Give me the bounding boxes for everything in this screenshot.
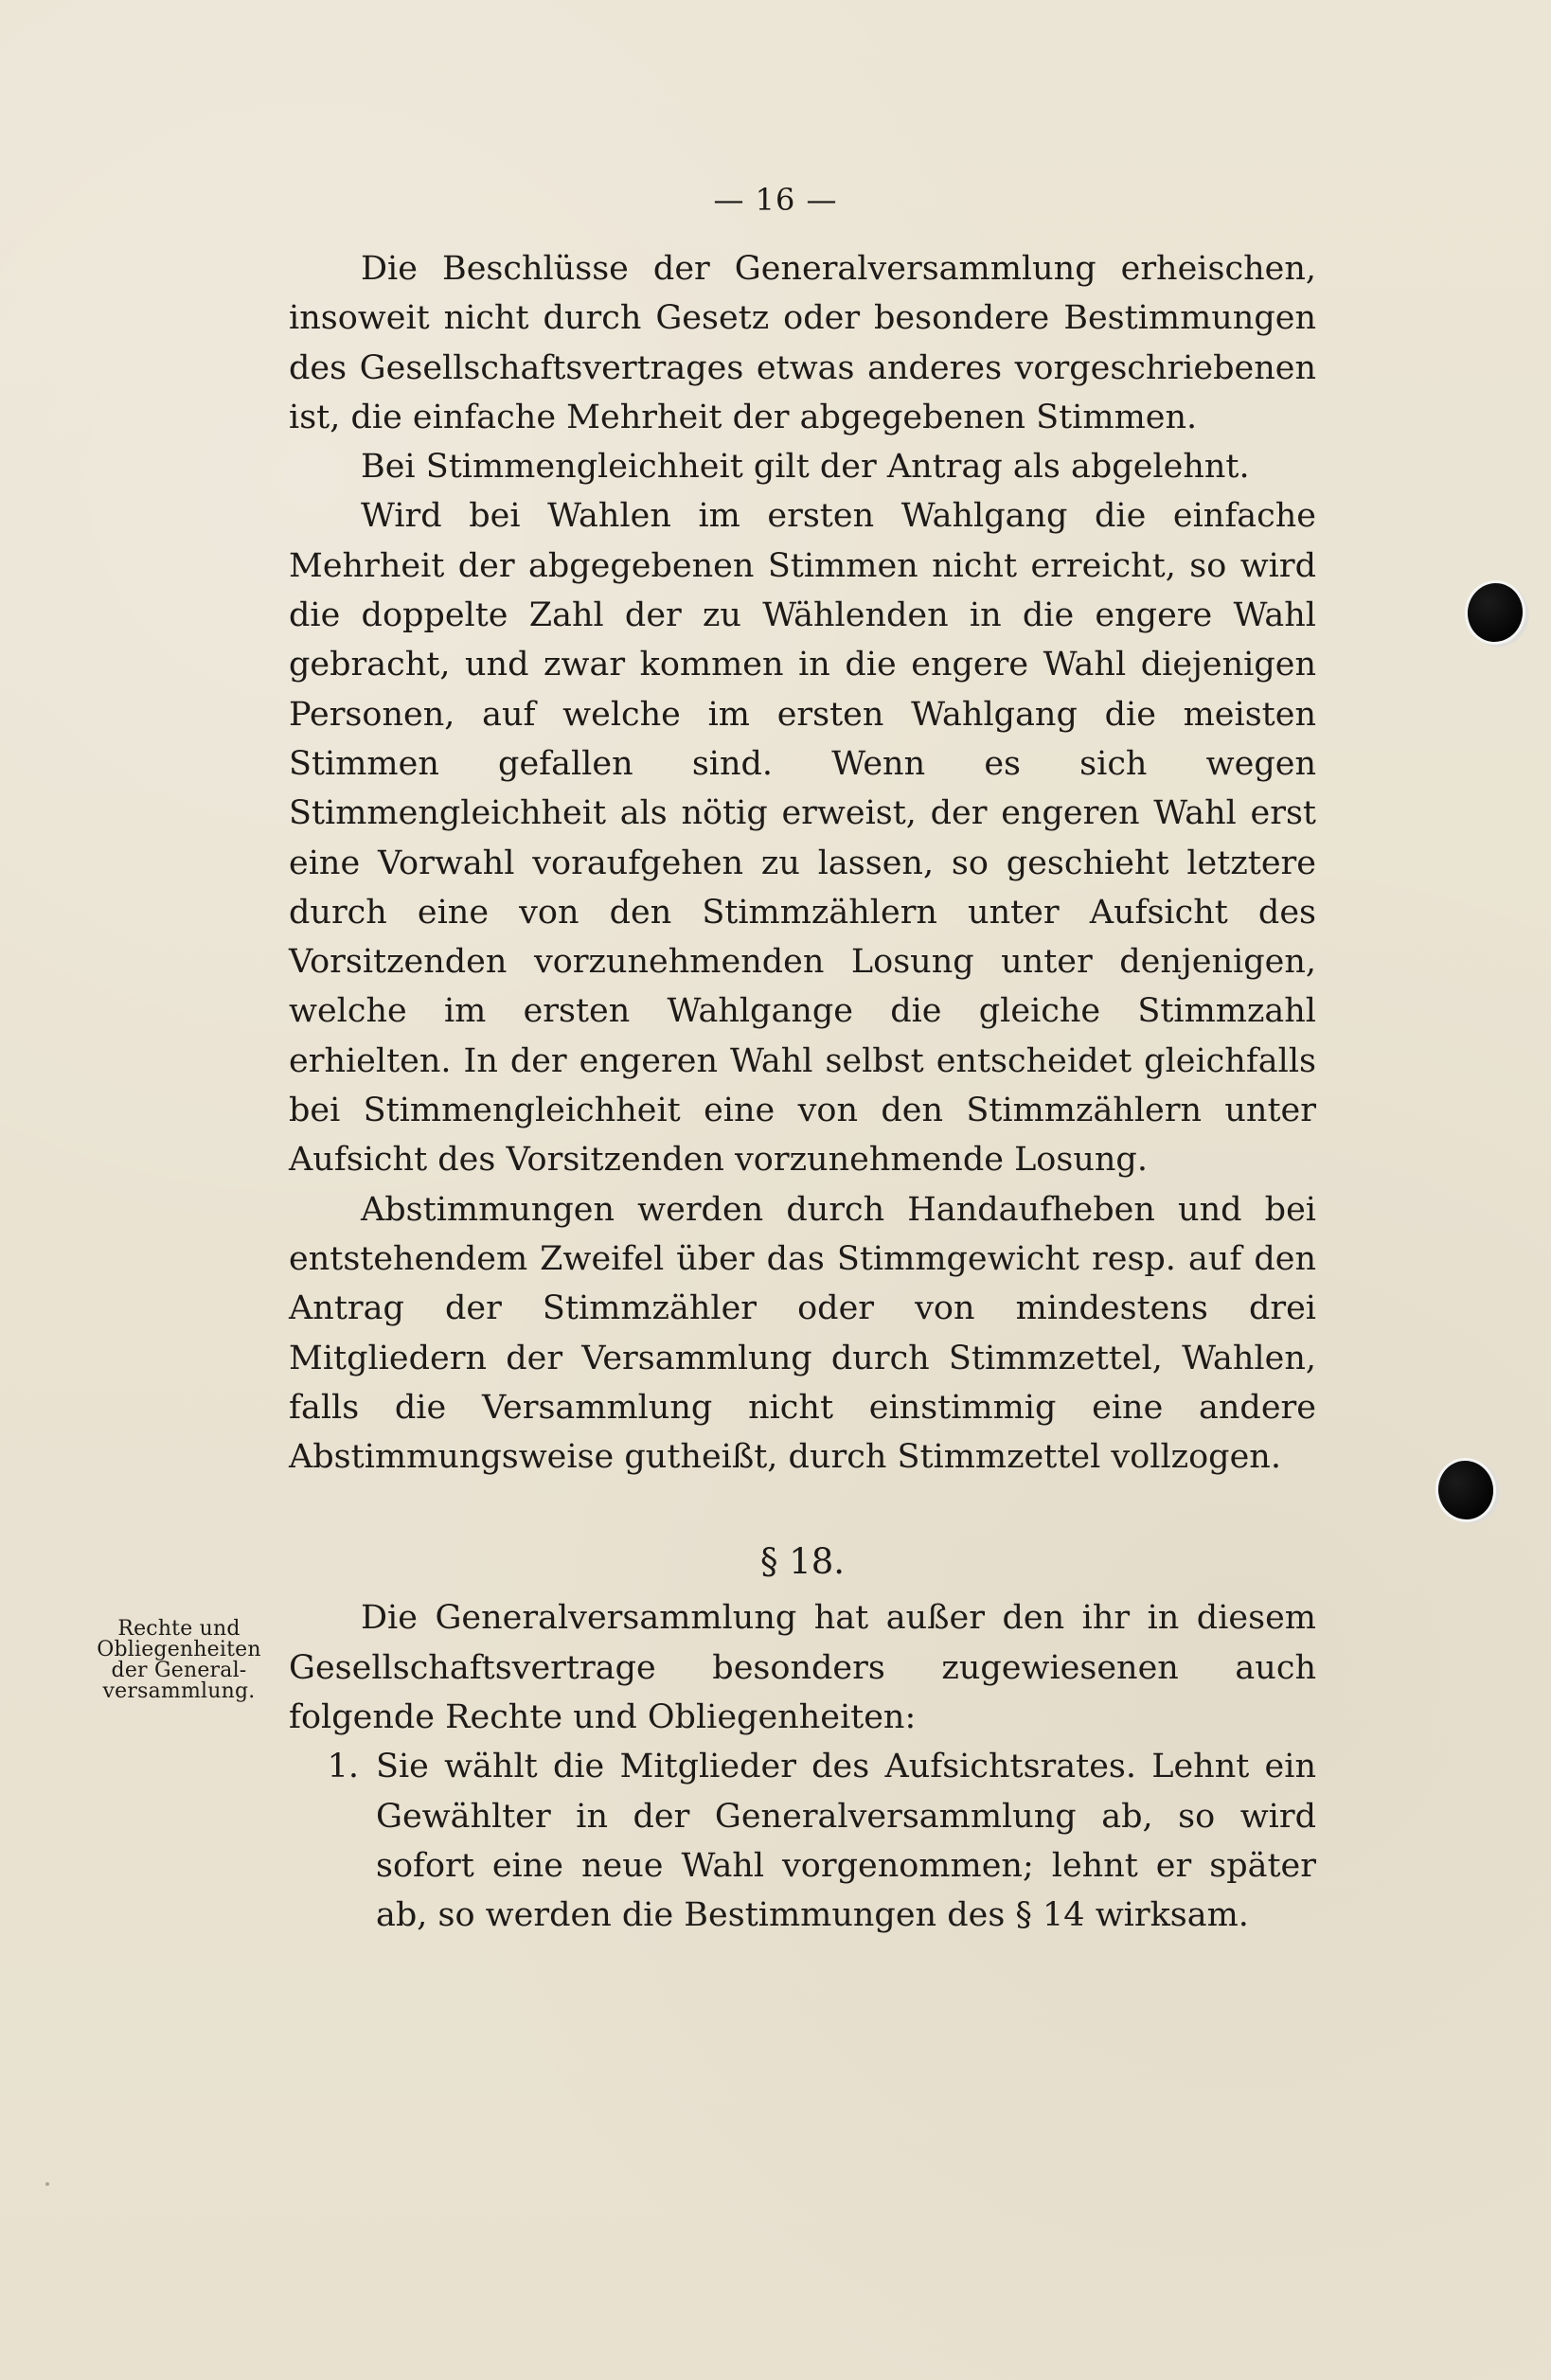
list-item: [289, 1742, 1316, 1940]
marginal-note-line: der General-: [111, 1659, 247, 1682]
paragraph-1: Die Beschlüsse der Generalversammlung erheischen, insoweit nicht durch Gesetz oder besondere Bestimmungen des Gesellschaftsvertrages etwas anderes vorgeschriebenen ist, die einfache Mehrheit der abgegebenen Stimmen.: [289, 250, 1316, 436]
section-paragraph: Die Generalversammlung hat außer den ihr in diesem Gesellschaftsvertrage besonders zugewiesenen auch folgende Rechte und Obliegenheiten:: [289, 1599, 1316, 1737]
list-item-text: Sie wählt die Mitglieder des Aufsichtsrates. Lehnt ein Gewählter in der Generalversammlung ab, so wird sofort eine neue Wahl vorgenommen; lehnt er später ab, so werden die Bestimmungen des § 14 wirksam.: [376, 1748, 1316, 1935]
marginal-note-line: Obliegenheiten: [97, 1638, 261, 1661]
paper-speck: [45, 2182, 49, 2186]
paragraph-4: Abstimmungen werden durch Handaufheben und bei entstehendem Zweifel über das Stimmgewicht resp. auf den Antrag der Stimmzähler oder von mindestens drei Mitgliedern der Versammlung durch Stimmzettel, Wahlen, falls die Versammlung nicht einstimmig eine andere Abstimmungsweise gutheißt, durch Stimmzettel vollzogen.: [289, 1190, 1316, 1477]
punch-hole-top: [1464, 579, 1526, 645]
page-number: — 16 —: [713, 182, 838, 218]
section-heading: § 18.: [759, 1541, 846, 1583]
marginal-note-line: versammlung.: [102, 1679, 256, 1703]
punch-hole-bottom: [1435, 1457, 1497, 1522]
paragraph-3: Wird bei Wahlen im ersten Wahlgang die einfache Mehrheit der abgegebenen Stimmen nicht erreicht, so wird die doppelte Zahl der zu Wählenden in die engere Wahl gebracht, und zwar kommen in die engere Wahl diejenigen Personen, auf welche im ersten Wahlgang die meisten Stimmen gefallen sind. Wenn es sich wegen Stimmengleichheit als nötig erweist, der engeren Wahl erst eine Vorwahl voraufgehen zu lassen, so geschieht letztere durch eine von den Stimmzählern unter Aufsicht des Vorsitzenden vorzunehmenden Losung unter denjenigen, welche im ersten Wahlgange die gleiche Stimmzahl erhielten. In der engeren Wahl selbst entscheidet gleichfalls bei Stimmengleichheit eine von den Stimmzählern unter Aufsicht des Vorsitzenden vorzunehmende Losung.: [289, 497, 1316, 1180]
marginal-note-line: Rechte und: [117, 1617, 241, 1641]
marginal-note: [81, 1619, 276, 1702]
page-content: [289, 244, 1316, 1941]
paragraph-2: Bei Stimmengleichheit gilt der Antrag als abgelehnt.: [361, 448, 1250, 487]
list-item-number: 1.: [327, 1748, 359, 1786]
